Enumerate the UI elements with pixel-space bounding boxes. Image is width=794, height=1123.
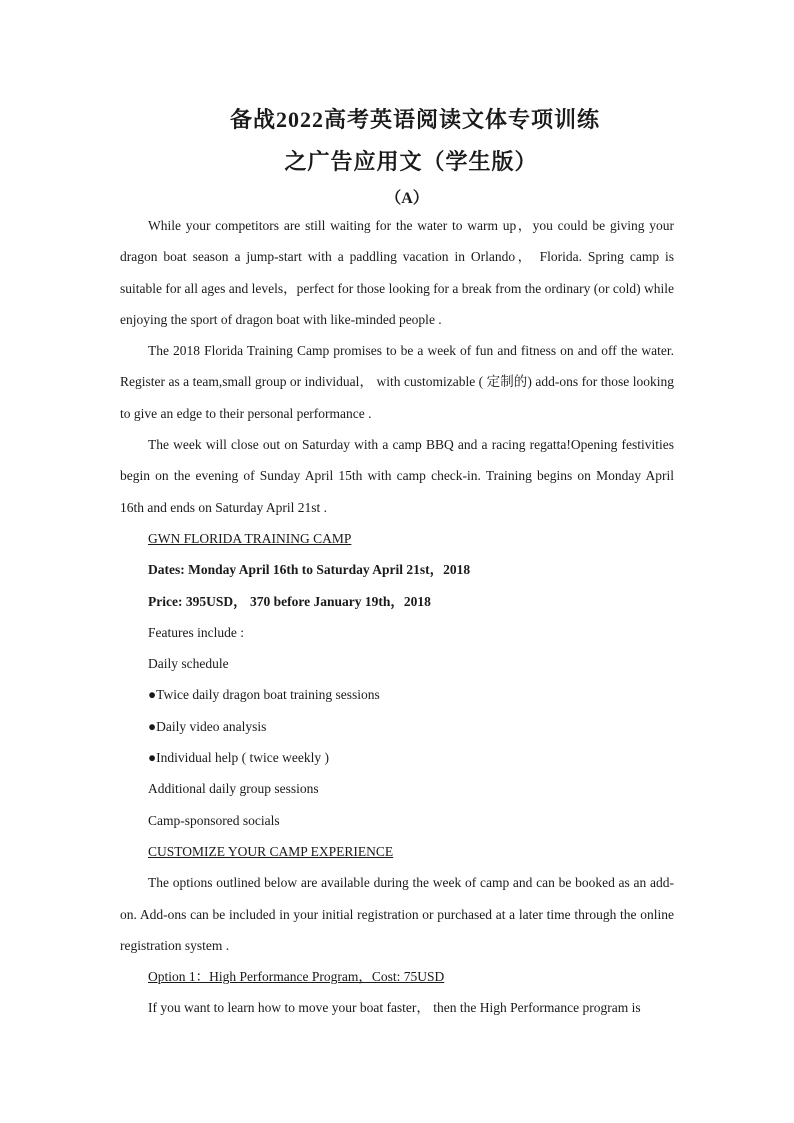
camp-price: Price: 395USD， 370 before January 19th，2018	[148, 593, 431, 609]
features-intro: Features include :	[148, 624, 244, 640]
camp-heading: GWN FLORIDA TRAINING CAMP	[148, 530, 352, 546]
option-1-text: If you want to learn how to move your boat faster， then the High Performance program is	[148, 1000, 641, 1016]
paragraph-options: The options outlined below are available during the week of camp and can be booked as an add-on. Add-ons can be included in your initial registration or purchased at a later time through the online registration system .	[120, 875, 674, 953]
camp-socials: Camp-sponsored socials	[148, 812, 280, 828]
paragraph-camp-description: The 2018 Florida Training Camp promises to be a week of fun and fitness on and off the water. Register as a team,small group or individual， with customizable ( 定制的) add-ons for those looking to give an edge to their personal performance .	[120, 343, 674, 421]
document-title-line-2: 之广告应用文（学生版）	[284, 149, 538, 174]
customize-heading: CUSTOMIZE YOUR CAMP EXPERIENCE	[148, 843, 394, 859]
option-1-heading: Option 1：High Performance Program，Cost: 75USD	[148, 969, 445, 985]
additional-sessions: Additional daily group sessions	[148, 781, 319, 797]
bullet-item: ●Twice daily dragon boat training sessions	[148, 687, 380, 703]
bullet-item: ●Daily video analysis	[148, 718, 267, 734]
daily-schedule-label: Daily schedule	[148, 656, 229, 672]
camp-dates: Dates: Monday April 16th to Saturday April 21st，2018	[148, 562, 471, 578]
bullet-item: ●Individual help ( twice weekly )	[148, 750, 329, 766]
article-body	[120, 210, 674, 1024]
paragraph-schedule: The week will close out on Saturday with a camp BBQ and a racing regatta!Opening festivities begin on the evening of Sunday April 15th with camp check-in. Training begins on Monday April 16th and ends on Saturday April 21st .	[120, 437, 674, 515]
document-title-line-1: 备战2022高考英语阅读文体专项训练	[229, 107, 600, 132]
paragraph-intro: While your competitors are still waiting for the water to warm up，you could be giving your dragon boat season a jump-start with a paddling vacation in Orlando， Florida. Spring camp is suitable for all ages and levels，perfect for those looking for a break from the ordinary (or cold) while enjoying the sport of dragon boat with like-minded people .	[120, 218, 674, 327]
section-label: （A）	[385, 190, 429, 207]
